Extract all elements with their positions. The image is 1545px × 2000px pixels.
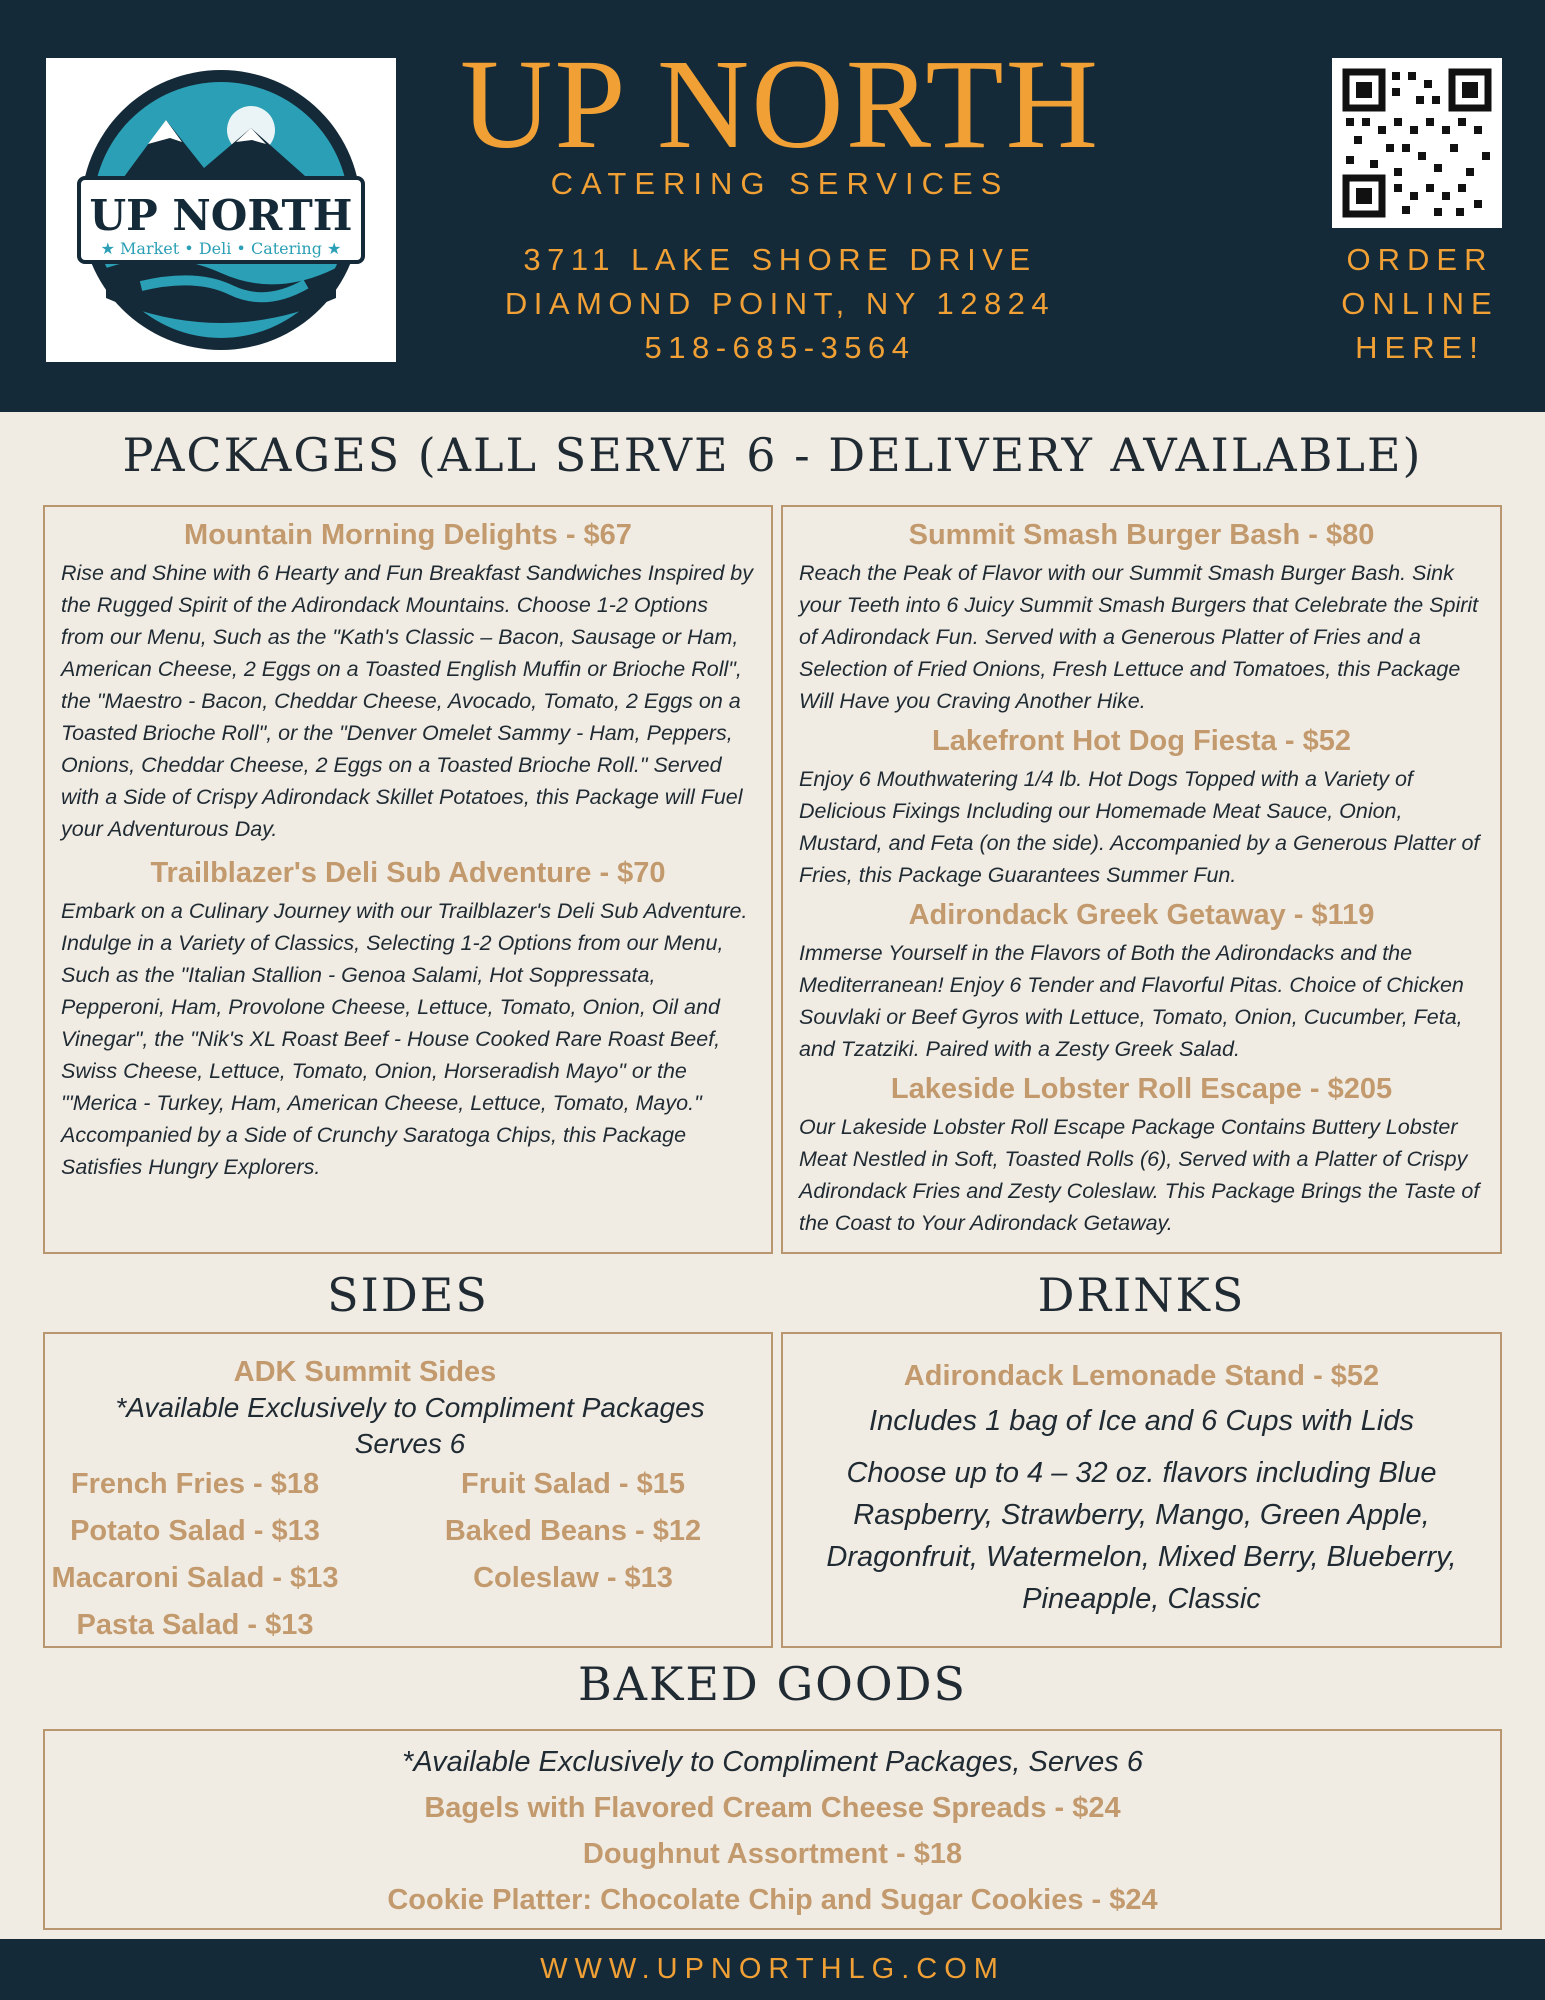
package-title: Lakeside Lobster Roll Escape - $205 <box>890 1073 1393 1105</box>
baked-note: *Available Exclusively to Compliment Packages, Serves 6 <box>402 1746 1143 1778</box>
logo-emblem-icon <box>46 58 396 362</box>
drinks-title: Adirondack Lemonade Stand - $52 <box>903 1360 1380 1392</box>
side-item: Pasta Salad - $13 <box>76 1609 314 1641</box>
baked-heading: BAKED GOODS <box>577 1657 968 1711</box>
package-title: Trailblazer's Deli Sub Adventure - $70 <box>150 857 666 889</box>
sides-note: *Available Exclusively to Compliment Packages <box>115 1392 705 1423</box>
side-item: Baked Beans - $12 <box>444 1515 702 1547</box>
package-description: Rise and Shine with 6 Hearty and Fun Breakfast Sandwiches Inspired by the Rugged Spirit of the Adirondack Mountains. Choose 1-2 Options from our Menu, Such as the "Kath's Classic – Bacon, Sausage or Ham, American Cheese, 2 Eggs on a Toasted English Muffin or Brioche Roll", the "Maestro - Bacon, Cheddar Cheese, Avocado, Tomato, 2 Eggs on a Toasted Brioche Roll", or the "Denver Omelet Sammy - Ham, Peppers, Onions, Cheddar Cheese, 2 Eggs on a Toasted Brioche Roll." Served with a Side of Crispy Adirondack Skillet Potatoes, this Package will Fuel your Adventurous Day. <box>61 561 753 841</box>
package-title: Summit Smash Burger Bash - $80 <box>908 519 1375 551</box>
sides-box <box>43 1332 773 1648</box>
baked-item: Cookie Platter: Chocolate Chip and Sugar Cookies - $24 <box>387 1884 1158 1916</box>
address-line-1: 3711 LAKE SHORE DRIVE <box>523 242 1037 277</box>
order-online-line-1[interactable]: ORDER <box>1346 242 1494 277</box>
side-item: Coleslaw - $13 <box>473 1562 673 1594</box>
package-title: Lakefront Hot Dog Fiesta - $52 <box>932 725 1351 757</box>
logo <box>46 58 396 362</box>
package-description: Immerse Yourself in the Flavors of Both the Adirondacks and the Mediterranean! Enjoy 6 Tender and Flavorful Pitas. Choice of Chicken Souvlaki or Beef Gyros with Lettuce, Tomato, Onion, Cucumber, Feta, and Tzatziki. Paired with a Zesty Greek Salad. <box>799 941 1464 1061</box>
logo-name: UP NORTH <box>89 191 353 240</box>
side-item: French Fries - $18 <box>70 1468 320 1500</box>
drinks-heading: DRINKS <box>1037 1268 1246 1322</box>
address-line-2: DIAMOND POINT, NY 12824 <box>504 286 1056 321</box>
package-description: Embark on a Culinary Journey with our Trailblazer's Deli Sub Adventure. Indulge in a Variety of Classics, Selecting 1-2 Options from our Menu, Such as the "Italian Stallion - Genoa Salami, Hot Soppressata, Pepperoni, Ham, Provolone Cheese, Lettuce, Tomato, Onion, Oil and Vinegar", the "Nik's XL Roast Beef - House Cooked Rare Roast Beef, Swiss Cheese, Lettuce, Tomato, Onion, Horseradish Mayo" or the "'Merica - Turkey, Ham, American Cheese, Lettuce, Tomato, Mayo." Accompanied by a Side of Crunchy Saratoga Chips, this Package Satisfies Hungry Explorers. <box>61 899 748 1179</box>
package-title: Mountain Morning Delights - $67 <box>184 519 632 551</box>
side-item: Macaroni Salad - $13 <box>51 1562 339 1594</box>
qr-code-icon[interactable] <box>1332 58 1502 228</box>
sides-heading: SIDES <box>327 1268 489 1322</box>
drinks-flavors: Choose up to 4 – 32 oz. flavors including Blue Raspberry, Strawberry, Mango, Green Apple, Dragonfruit, Watermelon, Mixed Berry, Blueberry, Pineapple, Classic <box>826 1457 1457 1615</box>
order-online-line-3[interactable]: HERE! <box>1355 330 1485 365</box>
logo-tagline: ★ Market • Deli • Catering ★ <box>100 239 342 258</box>
side-item: Fruit Salad - $15 <box>460 1468 685 1500</box>
phone-number: 518-685-3564 <box>644 330 916 365</box>
package-description: Our Lakeside Lobster Roll Escape Package Contains Buttery Lobster Meat Nestled in Soft, Toasted Rolls (6), Served with a Platter of Crispy Adirondack Fries and Zesty Coleslaw. This Package Brings the Taste of the Coast to Your Adirondack Getaway. <box>799 1115 1480 1235</box>
packages-right-box <box>781 505 1502 1254</box>
baked-item: Bagels with Flavored Cream Cheese Spreads - $24 <box>424 1792 1121 1824</box>
packages-heading: PACKAGES (ALL SERVE 6 - DELIVERY AVAILABLE) <box>122 428 1423 482</box>
side-item: Potato Salad - $13 <box>70 1515 320 1547</box>
footer-bar <box>0 1939 1545 2000</box>
website-link[interactable]: WWW.UPNORTHLG.COM <box>540 1953 1005 1985</box>
drinks-box <box>781 1332 1502 1648</box>
order-online-line-2[interactable]: ONLINE <box>1341 286 1499 321</box>
package-description: Reach the Peak of Flavor with our Summit Smash Burger Bash. Sink your Teeth into 6 Juicy Summit Smash Burgers that Celebrate the Spirit of Adirondack Fun. Served with a Generous Platter of Fries and a Selection of Fried Onions, Fresh Lettuce and Tomatoes, this Package Will Have you Craving Another Hike. <box>799 561 1479 713</box>
package-description: Enjoy 6 Mouthwatering 1/4 lb. Hot Dogs Topped with a Variety of Delicious Fixings Including our Homemade Meat Sauce, Onion, Mustard, and Feta (on the side). Accompanied by a Generous Platter of Fries, this Package Guarantees Summer Fun. <box>799 767 1480 887</box>
header-banner <box>0 0 1545 412</box>
baked-box <box>43 1729 1502 1930</box>
brand-title: UP NORTH <box>459 33 1101 175</box>
sides-title: ADK Summit Sides <box>233 1356 497 1388</box>
package-title: Adirondack Greek Getaway - $119 <box>908 899 1375 931</box>
baked-item: Doughnut Assortment - $18 <box>582 1838 963 1870</box>
packages-left-box <box>43 505 773 1254</box>
brand-subtitle: CATERING SERVICES <box>550 166 1010 201</box>
sides-serves: Serves 6 <box>354 1428 466 1459</box>
drinks-includes: Includes 1 bag of Ice and 6 Cups with Lids <box>869 1405 1414 1437</box>
